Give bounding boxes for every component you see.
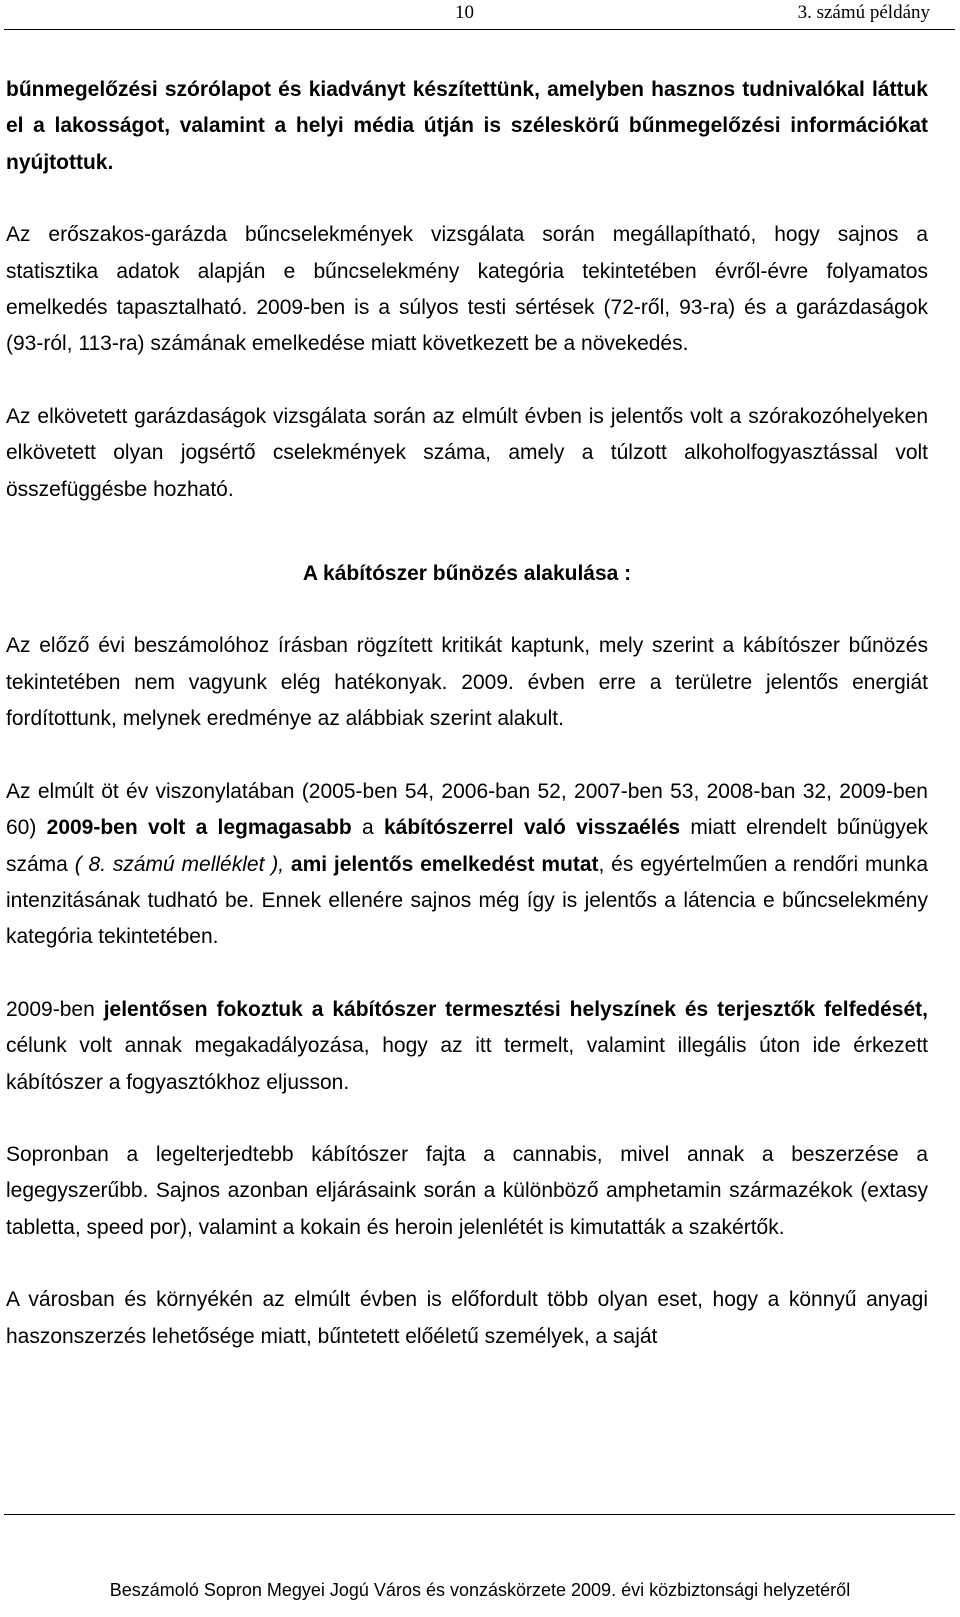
document-body <box>6 72 928 1355</box>
page-number: 10 <box>455 2 474 23</box>
paragraph-criticism: Az előző évi beszámolóhoz írásban rögzített kritikát kaptunk, mely szerint a kábítószer bűnözés tekintetében nem vagyunk elég hatékonyak. 2009. évben erre a területre jelentős energiát fordítottunk, melynek eredménye az alábbiak szerint alakult. <box>6 634 928 731</box>
paragraph-drug-types: Sopronban a legelterjedtebb kábítószer fajta a cannabis, mivel annak a beszerzése a legegyszerűbb. Sajnos azonban eljárásaink során a különböző amphetamin származékok (extasy tabletta, speed por), valamint a kokain és heroin jelenlétét is kimutatták a szakértők. <box>6 1142 928 1239</box>
section-heading: A kábítószer bűnözés alakulása : <box>302 562 632 586</box>
paragraph-five-year-stats <box>6 774 928 956</box>
text-run: Az elmúlt öt év viszonylatában (2005-ben 54, 2006-ban 52, 2007-ben 53, 2008-ban 32, 2009-ben 60) <box>6 779 928 840</box>
paragraph-cultivation <box>6 992 928 1101</box>
page-header <box>0 0 960 28</box>
emphasis-drug-abuse: kábítószerrel való visszaélés <box>383 816 681 840</box>
footer-divider <box>4 1514 955 1515</box>
text-run: miatt elrendelt bűnügyek száma <box>6 816 929 876</box>
paragraph-city-cases: A városban és környékén az elmúlt évben is előfordult több olyan eset, hogy a könnyű anyagi haszonszerzés lehetősége miatt, bűntetett előéletű személyek, a saját <box>6 1288 928 1348</box>
text-run: 2009-ben <box>6 997 104 1021</box>
emphasis-increase: ami jelentős emelkedést mutat <box>290 852 599 876</box>
appendix-reference: ( 8. számú melléklet ), <box>74 852 285 876</box>
emphasis-cultivation: jelentősen fokoztuk a kábítószer termesztési helyszínek és terjesztők felfedését, <box>103 997 928 1021</box>
paragraph-disorderly-conduct: Az elkövetett garázdaságok vizsgálata során az elmúlt évben is jelentős volt a szórakozóhelyeken elkövetett olyan jogsértő cselekmények száma, amely a túlzott alkoholfogyasztással volt összefüggésbe hozható. <box>6 404 928 501</box>
paragraph-intro: bűnmegelőzési szórólapot és kiadványt készítettünk, amelyben hasznos tudnivalókal láttuk el a lakosságot, valamint a helyi média útján is széleskörű bűnmegelőzési információkat nyújtottuk. <box>6 78 928 174</box>
document-copy-label: 3. számú példány <box>797 2 930 23</box>
emphasis-highest: 2009-ben volt a legmagasabb <box>46 816 352 840</box>
section-heading-wrapper <box>6 556 928 592</box>
text-run: , és egyértelműen a rendőri munka intenzitásának tudható be. Ennek ellenére sajnos még így is jelentős a látencia e bűncselekmény kategória tekintetében. <box>6 852 928 949</box>
text-run: célunk volt annak megakadályozása, hogy az itt termelt, valamint illegális úton ide érkezett kábítószer a fogyasztókhoz eljusson. <box>6 1034 928 1094</box>
page-footer: Beszámoló Sopron Megyei Jogú Város és vonzáskörzete 2009. évi közbiztonsági helyzetéről <box>109 1580 851 1600</box>
paragraph-violent-crimes: Az erőszakos-garázda bűncselekmények vizsgálata során megállapítható, hogy sajnos a statisztika adatok alapján e bűncselekmény kategória tekintetében évről-évre folyamatos emelkedés tapasztalható. 2009-ben is a súlyos testi sértések (72-ről, 93-ra) és a garázdaságok (93-ról, 113-ra) számának emelkedése miatt következett be a növekedés. <box>6 223 928 356</box>
header-divider <box>4 29 955 30</box>
text-run <box>284 853 291 876</box>
text-run: a <box>351 816 384 840</box>
